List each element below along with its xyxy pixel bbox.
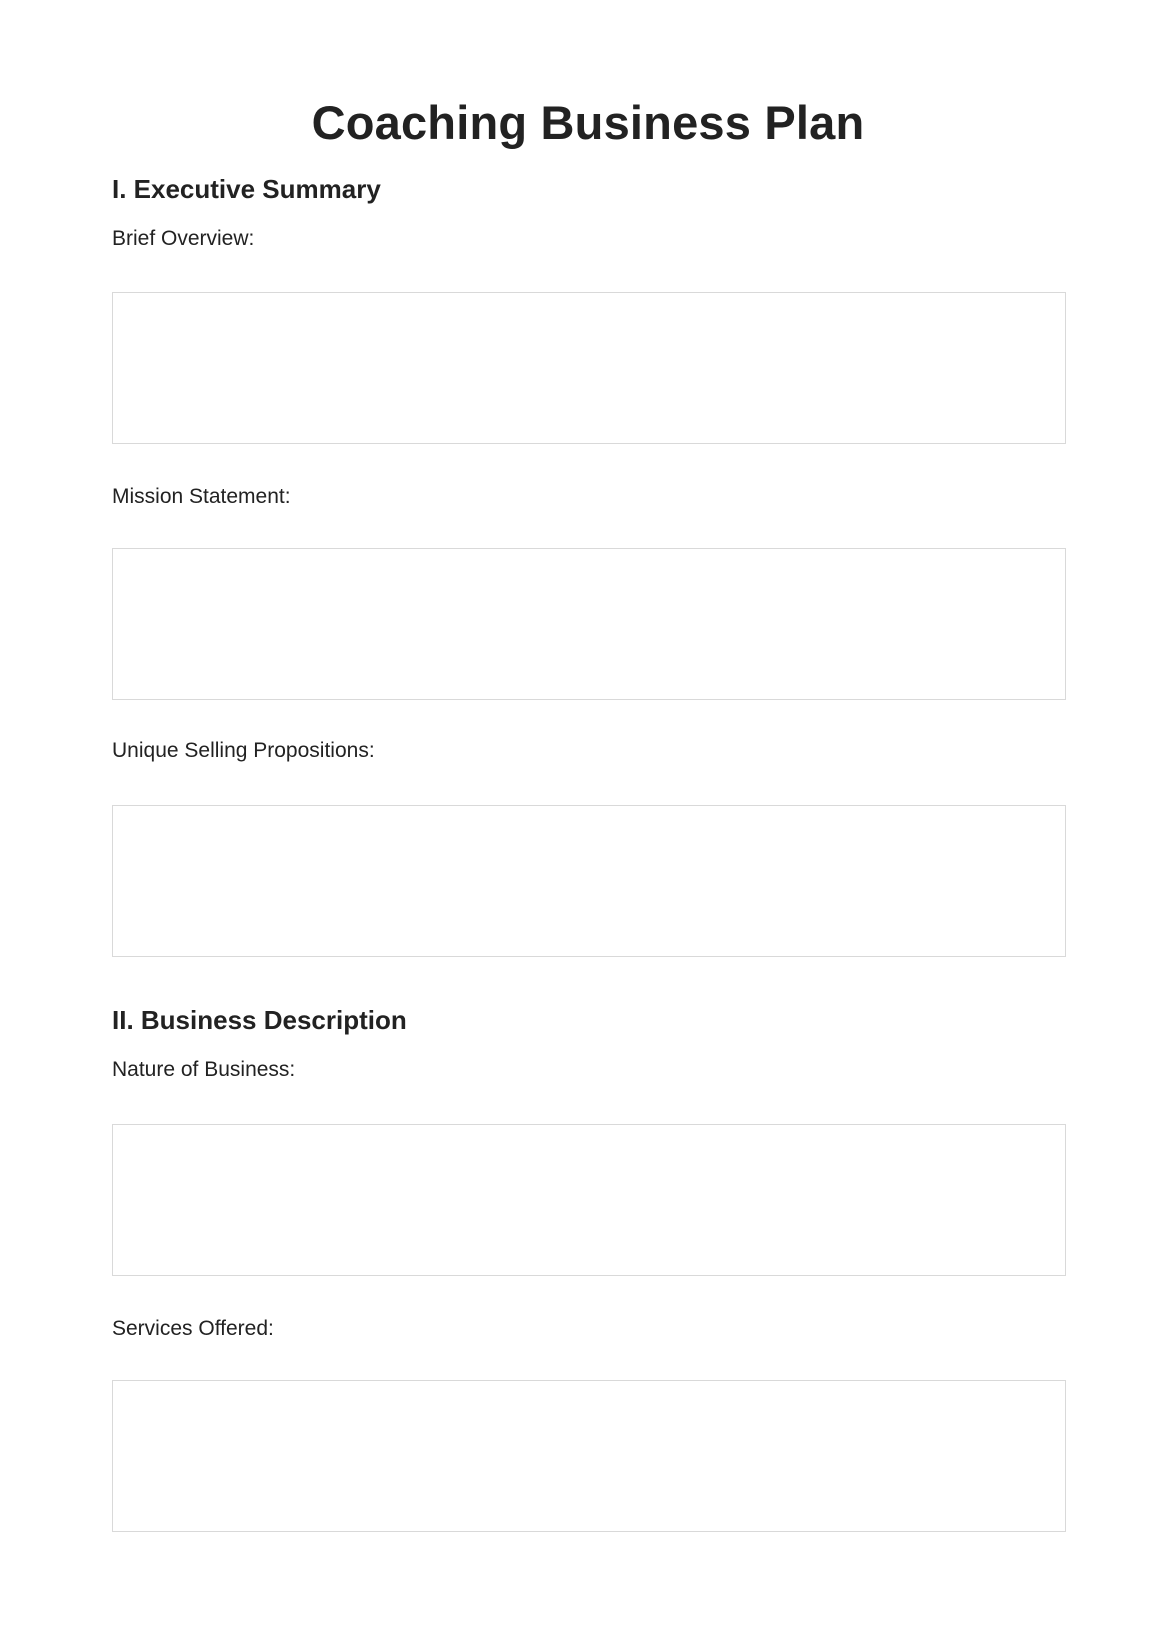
field-label-services-offered: Services Offered: — [112, 1317, 274, 1340]
nature-of-business-field[interactable] — [112, 1124, 1066, 1276]
mission-statement-field[interactable] — [112, 548, 1066, 700]
section-heading-executive-summary: I. Executive Summary — [112, 174, 381, 204]
field-label-mission-statement: Mission Statement: — [112, 485, 291, 508]
field-label-nature-of-business: Nature of Business: — [112, 1058, 296, 1081]
field-label-brief-overview: Brief Overview: — [112, 227, 255, 250]
services-offered-field[interactable] — [112, 1380, 1066, 1532]
page-title: Coaching Business Plan — [311, 96, 865, 149]
brief-overview-field[interactable] — [112, 292, 1066, 444]
field-label-unique-selling-propositions: Unique Selling Propositions: — [112, 739, 375, 762]
unique-selling-propositions-field[interactable] — [112, 805, 1066, 957]
section-heading-business-description: II. Business Description — [112, 1005, 407, 1035]
